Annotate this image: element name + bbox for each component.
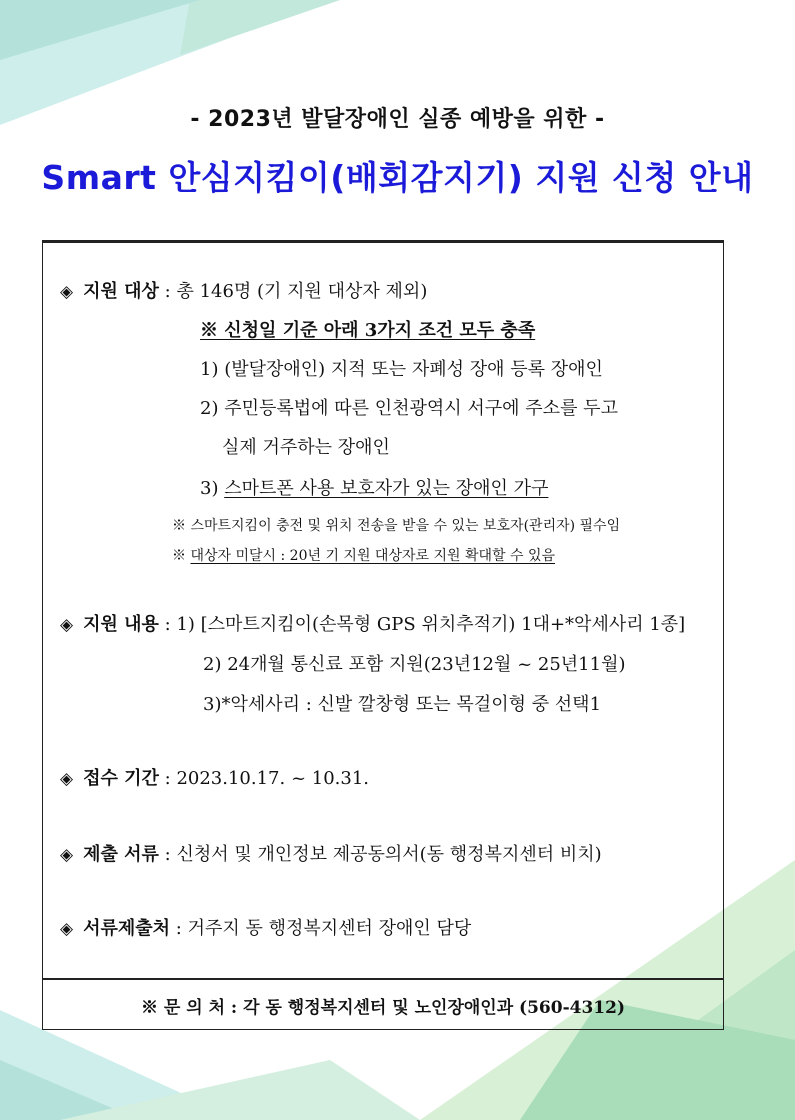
contact-footer: [42, 993, 724, 1018]
period-value: 2023.10.17. ~ 10.31.: [176, 768, 370, 789]
target-note-2-text: 대상자 미달시 : 20년 기 지원 대상자로 지원 확대할 수 있음: [190, 548, 556, 564]
diamond-bullet-icon: ◈: [60, 769, 74, 789]
documents-separator: :: [164, 844, 171, 865]
contact-value: 각 동 행정복지센터 및 노인장애인과 (560-4312): [243, 998, 625, 1018]
target-separator: :: [164, 281, 171, 302]
documents-label: 제출 서류: [83, 844, 159, 865]
page-title: Smart 안심지킴이(배회감지기) 지원 신청 안내: [41, 158, 754, 197]
target-label: 지원 대상: [83, 281, 159, 302]
content-label: 지원 내용: [83, 614, 159, 635]
submit-place-label: 서류제출처: [83, 918, 171, 939]
content-separator: :: [164, 614, 171, 635]
period-row: [60, 767, 369, 791]
diamond-bullet-icon: ◈: [60, 919, 74, 939]
target-item-2-cont: 실제 거주하는 장애인: [222, 437, 390, 458]
target-item-3-number: 3): [200, 478, 225, 499]
target-item-3-text: 스마트폰 사용 보호자가 있는 장애인 가구: [224, 478, 549, 499]
submit-place-value: 거주지 동 행정복지센터 장애인 담당: [187, 918, 472, 939]
diamond-bullet-icon: ◈: [60, 845, 74, 865]
footer-divider: [42, 978, 724, 980]
diamond-bullet-icon: ◈: [60, 615, 74, 635]
target-item-2: 2) 주민등록법에 따른 인천광역시 서구에 주소를 두고: [200, 398, 618, 419]
target-item-3: [200, 477, 548, 501]
submit-place-row: [60, 917, 471, 941]
target-condition-heading: ※ 신청일 기준 아래 3가지 조건 모두 충족: [200, 320, 536, 341]
target-note-1: ※ 스마트지킴이 충전 및 위치 전송을 받을 수 있는 보호자(관리자) 필수임: [172, 518, 621, 534]
period-separator: :: [164, 768, 171, 789]
documents-value: 신청서 및 개인정보 제공동의서(동 행정복지센터 비치): [176, 844, 602, 865]
content-item-1: 1) [스마트지킴이(손목형 GPS 위치추적기) 1대+*악세사리 1종]: [176, 614, 686, 635]
contact-label: ※ 문 의 처 :: [140, 998, 238, 1018]
target-note-2: [172, 546, 555, 566]
page-subtitle: - 2023년 발달장애인 실종 예방을 위한 -: [190, 107, 605, 132]
submit-place-separator: :: [175, 918, 182, 939]
target-value: 총 146명 (기 지원 대상자 제외): [176, 281, 428, 302]
content-item-3: 3)*악세사리 : 신발 깔창형 또는 목걸이형 중 선택1: [203, 694, 602, 715]
period-label: 접수 기간: [83, 768, 159, 789]
info-box-top-border: [42, 240, 724, 243]
documents-row: [60, 843, 602, 867]
target-item-1: 1) (발달장애인) 지적 또는 자폐성 장애 등록 장애인: [200, 359, 603, 380]
diamond-bullet-icon: ◈: [60, 282, 74, 302]
target-note-2-mark: ※: [172, 548, 191, 564]
content-item-2: 2) 24개월 통신료 포함 지원(23년12월 ~ 25년11월): [203, 654, 626, 675]
top-triangle-shape: [180, 0, 340, 55]
target-row: [60, 280, 427, 304]
content-row: [60, 613, 685, 637]
